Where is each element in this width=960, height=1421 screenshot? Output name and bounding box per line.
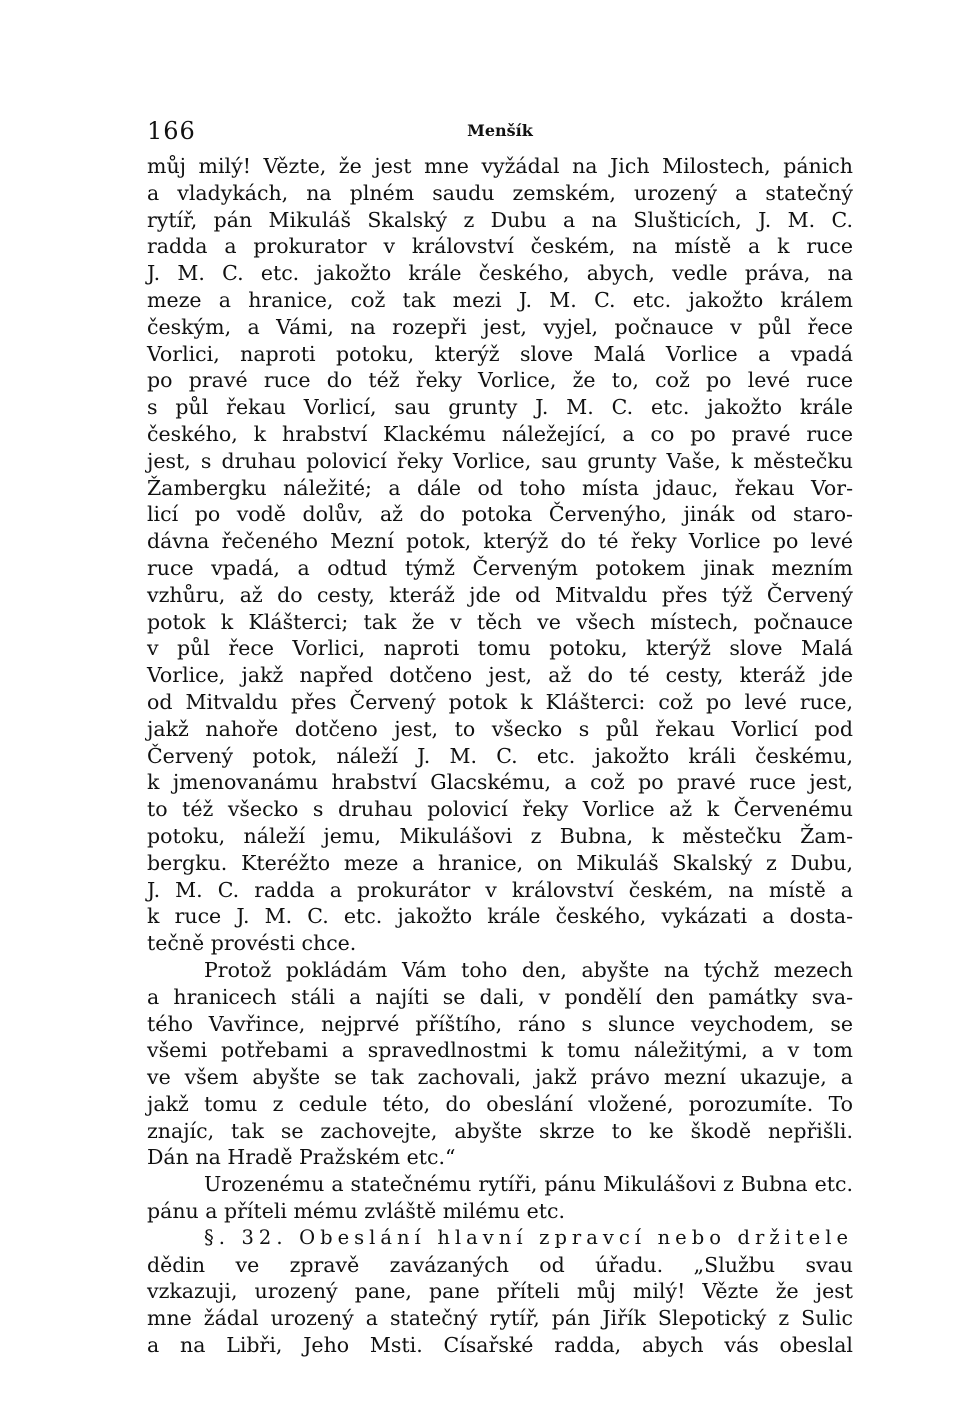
text-line: v půl řece Vorlici, naproti tomu potoku, kterýž slove Malá <box>147 636 853 661</box>
text-line: můj milý! Vězte, že jest mne vyžádal na Jich Milostech, pánich <box>147 154 853 178</box>
text-line: a hranicech stáli a najíti se dali, v pondělí den památky sva- <box>147 984 853 1009</box>
text-line: od Mitvaldu přes Červený potok k Klášterci: což po levé ruce, <box>147 689 853 714</box>
text-line: Vorlici, naproti potoku, kterýž slove Malá Vorlice a vpadá <box>147 341 853 366</box>
text-line: po pravé ruce do též řeky Vorlice, že to, což po levé ruce <box>147 368 853 393</box>
text-line: s půl řekau Vorlicí, sau grunty J. M. C. etc. jakožto krále <box>147 395 853 420</box>
text-line: J. M. C. radda a prokurátor v království českém, na místě a <box>147 877 853 902</box>
text-line: potoku, náleží jemu, Mikulášovi z Bubna, k městečku Žam- <box>147 823 853 848</box>
text-line: Urozenému a statečnému rytíři, pánu Mikulášovi z Bubna etc. <box>204 1172 853 1197</box>
text-line: meze a hranice, což tak mezi J. M. C. etc. jakožto králem <box>147 287 853 312</box>
text-line: potok k Klášterci; tak že v těch ve všech místech, počnauce <box>147 609 853 634</box>
text-line: Žambergku náležité; a dále od toho místa jdauc, řekau Vor- <box>147 475 853 500</box>
text-line: tečně provésti chce. <box>147 931 357 956</box>
text-line: rytíř, pán Mikuláš Skalský z Dubu a na Slušticích, J. M. C. <box>147 207 853 232</box>
text-line: jest, s druhau polovicí řeky Vorlice, sau grunty Vaše, k městečku <box>147 448 853 473</box>
page-header <box>147 116 853 150</box>
text-line: jakž tomu z cedule této, do obeslání vložené, porozumíte. To <box>147 1091 853 1116</box>
text-line: Vorlice, jakž napřed dotčeno jest, až do té cesty, kteráž jde <box>147 663 853 688</box>
running-head: Menšík <box>467 121 533 140</box>
text-line: Červený potok, náleží J. M. C. etc. jakožto králi českému, <box>147 743 853 768</box>
text-line: bergku. Kteréžto meze a hranice, on Mikuláš Skalský z Dubu, <box>147 850 853 875</box>
text-line: ruce vpadá, a odtud týmž Červeným potokem jinak mezním <box>147 555 853 580</box>
text-line: k jmenovanámu hrabství Glacskému, a což po pravé ruce jest, <box>147 770 853 795</box>
text-line: a vladykách, na plném saudu zemském, urozený a statečný <box>147 180 853 205</box>
text-line: a na Libři, Jeho Msti. Císařské radda, abych vás obeslal <box>147 1333 853 1358</box>
text-line: to též všecko s druhau polovicí řeky Vorlice až k Červenému <box>147 797 853 822</box>
text-line: Dán na Hradě Pražském etc.“ <box>147 1145 456 1170</box>
text-line: radda a prokurator v království českém, na místě a k ruce <box>147 234 853 259</box>
text-line: jakž nahoře dotčeno jest, to všecko s půl řekau Vorlicí pod <box>147 716 853 741</box>
text-line: pánu a příteli mému zvláště milému etc. <box>147 1199 565 1224</box>
body-text <box>147 153 853 1359</box>
text-line: všemi potřebami a spravedlnostmi k tomu náležitými, a v tom <box>147 1038 853 1063</box>
text-line: vzkazuji, urozený pane, pane příteli můj milý! Vězte že jest <box>147 1279 853 1304</box>
text-line: českého, k hrabství Klackému náležející, a co po pravé ruce <box>147 421 853 446</box>
text-line: J. M. C. etc. jakožto krále českého, abych, vedle práva, na <box>147 261 853 286</box>
text-line: Protož pokládám Vám toho den, abyšte na týchž mezech <box>204 957 853 982</box>
text-line: k ruce J. M. C. etc. jakožto krále českého, vykázati a dosta- <box>147 904 853 929</box>
text-line: dávna řečeného Mezní potok, kterýž do té řeky Vorlice po levé <box>147 529 853 554</box>
text-line: dědin ve zpravě zavázaných od úřadu. „Službu svau <box>147 1252 853 1277</box>
text-line: znajíc, tak se zachovejte, abyšte skrze to ke škodě nepřišli. <box>147 1118 853 1143</box>
text-line: českým, a Vámi, na rozepři jest, vyjel, počnauce v půl řece <box>147 314 853 339</box>
section-heading-line: §. 32. Obeslání hlavní zpravcí nebo držitele <box>204 1225 853 1249</box>
text-line: tého Vavřince, nejprvé příštího, ráno s slunce veychodem, se <box>147 1011 853 1036</box>
text-line: vzhůru, až do cesty, kteráž jde od Mitvaldu přes týž Červený <box>147 582 853 607</box>
page-number: 166 <box>147 117 196 145</box>
text-line: ve všem abyšte se tak zachovali, jakž právo mezní ukazuje, a <box>147 1065 853 1090</box>
text-line: licí po vodě dolův, až do potoka Červenýho, jinák od staro- <box>147 502 853 527</box>
text-line: mne žádal urozený a statečný rytíř, pán Jiřík Slepotický z Sulic <box>147 1306 853 1331</box>
